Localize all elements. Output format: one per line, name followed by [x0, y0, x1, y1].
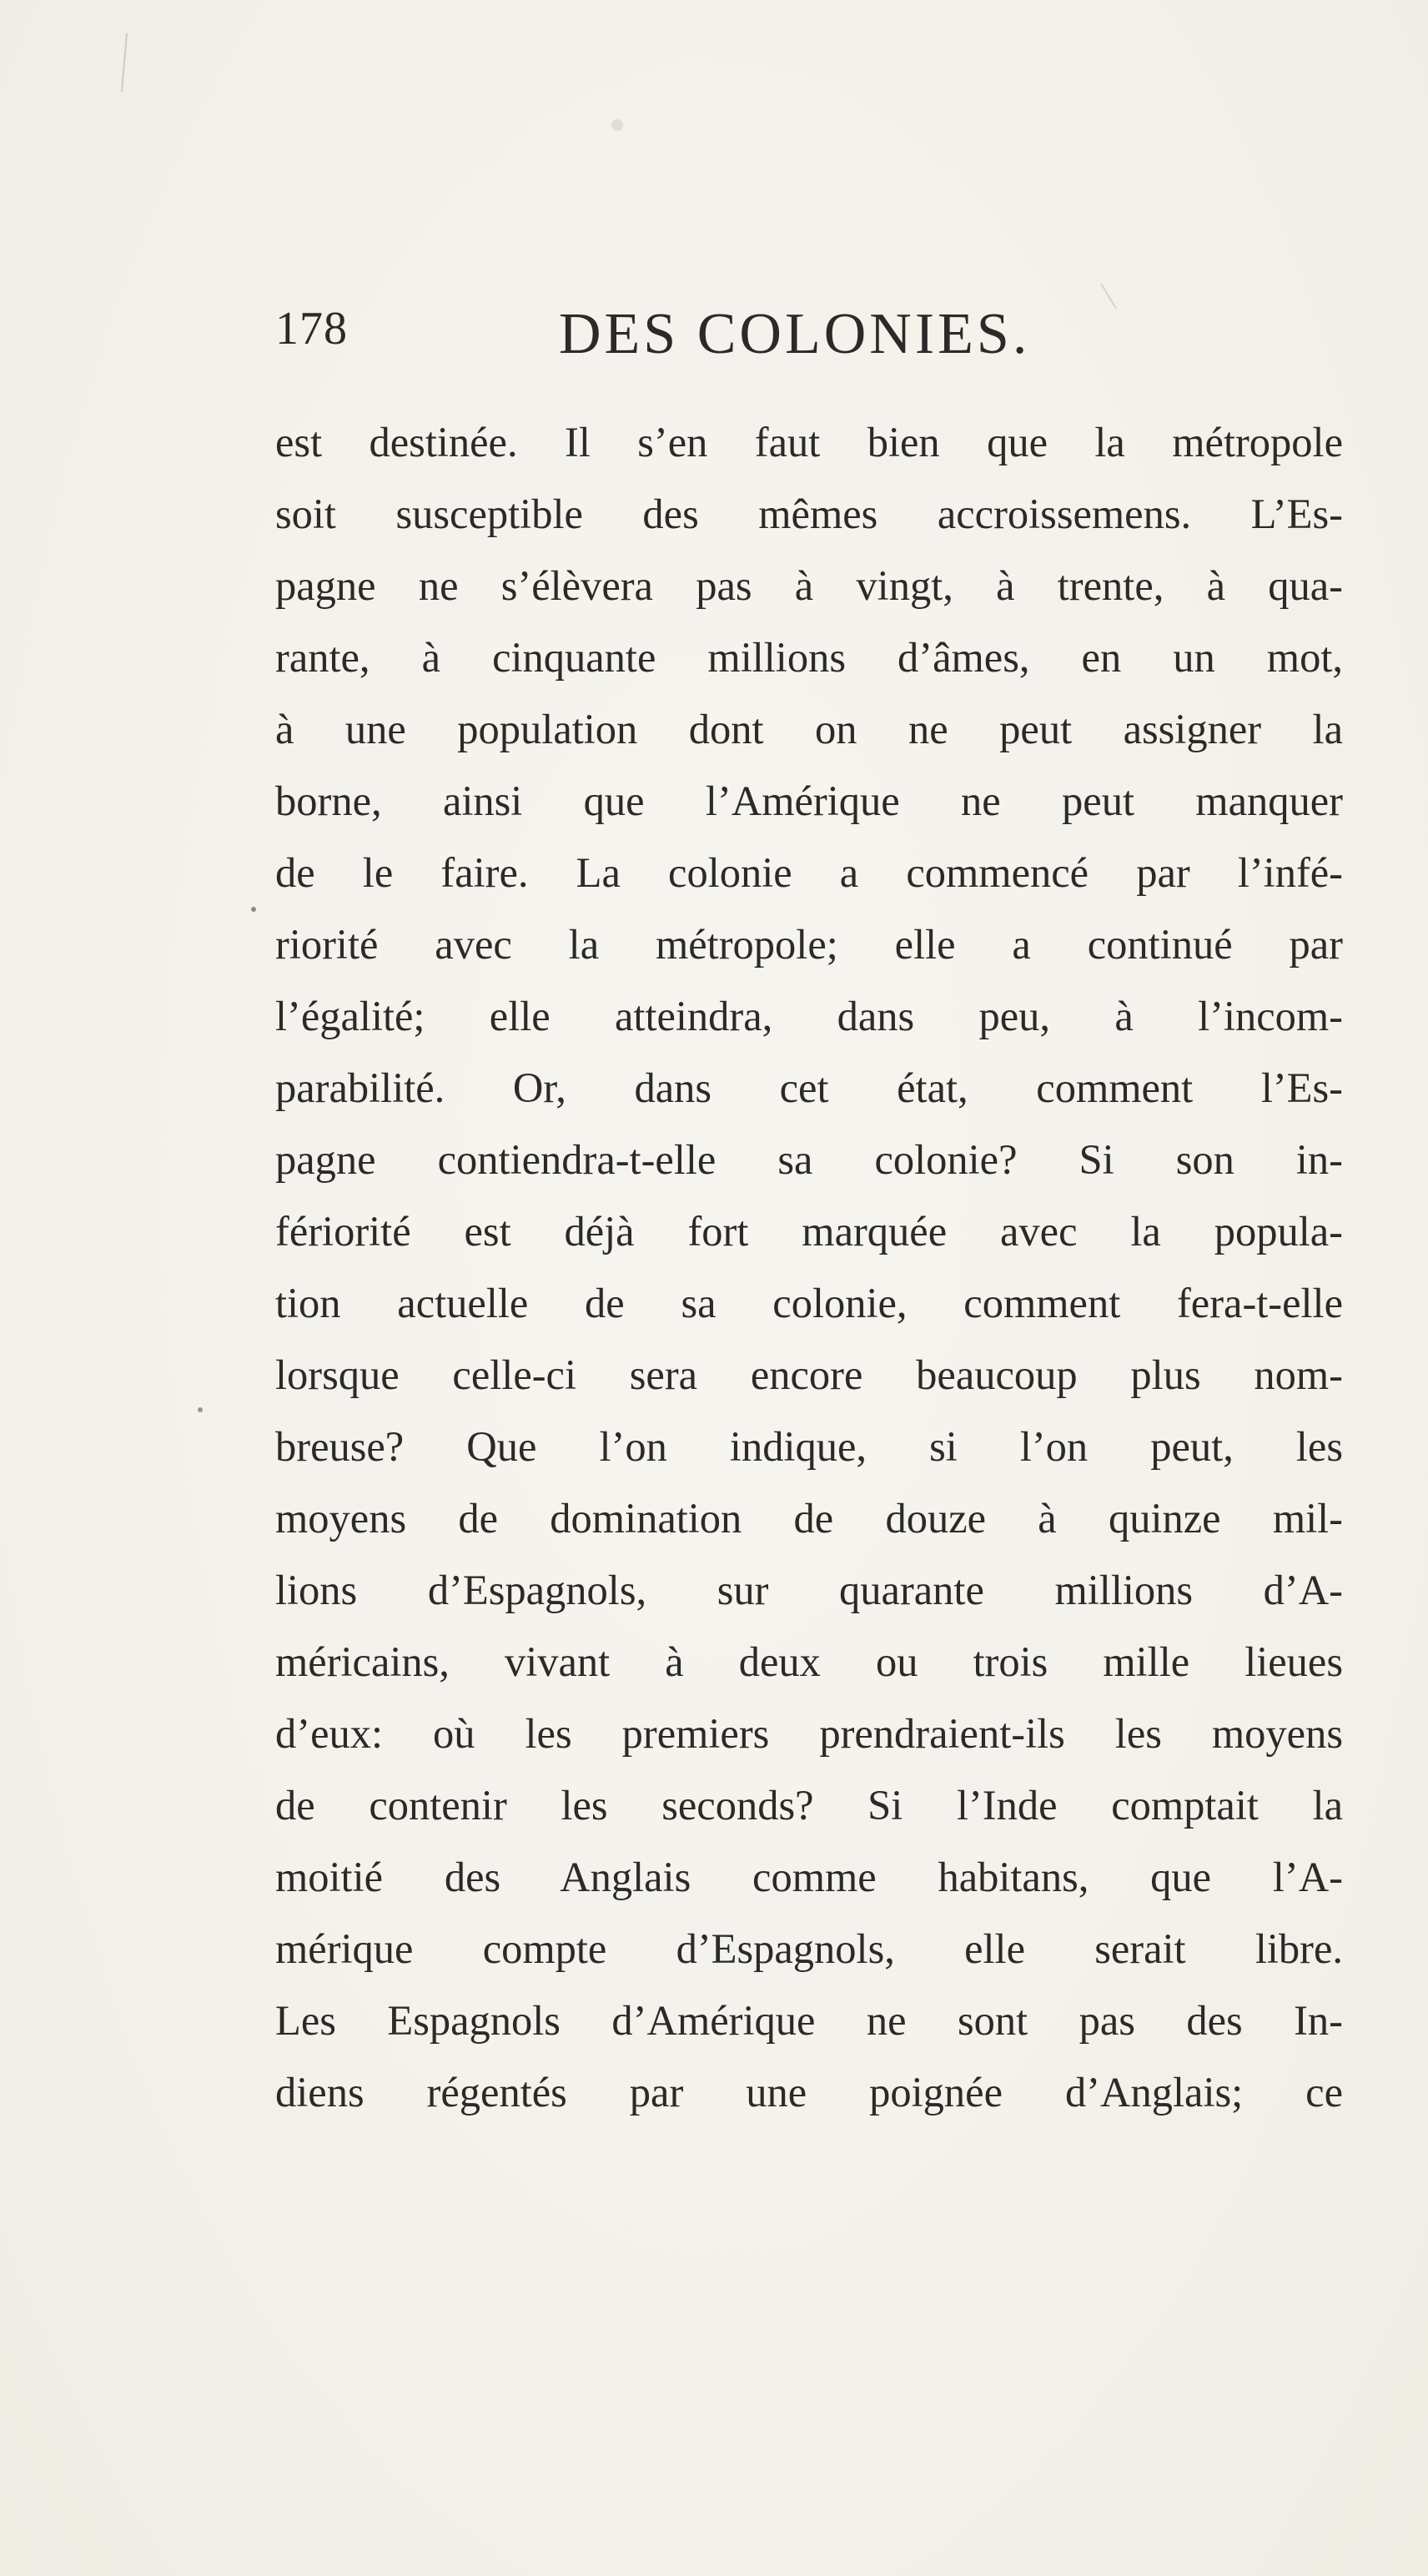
text-line: pagne contiendra-t-elle sa colonie? Si son in- — [275, 1136, 1343, 1183]
text-line: breuse? Que l’on indique, si l’on peut, les — [275, 1423, 1343, 1470]
paper-spot — [198, 1407, 203, 1412]
text-line: tion actuelle de sa colonie, comment fera-t-elle — [275, 1280, 1343, 1326]
running-head: DES COLONIES. — [559, 302, 1031, 366]
page-header — [275, 302, 1068, 389]
page-number: 178 — [275, 303, 348, 355]
text-line: borne, ainsi que l’Amérique ne peut manquer — [275, 777, 1343, 824]
text-line: de contenir les seconds? Si l’Inde comptait la — [275, 1782, 1343, 1829]
body-text — [275, 406, 1343, 2128]
text-line: mérique compte d’Espagnols, elle serait libre. — [275, 1925, 1343, 1972]
text-line: de le faire. La colonie a commencé par l’infé- — [275, 849, 1343, 896]
paper-spot — [611, 119, 623, 131]
text-line: soit susceptible des mêmes accroissemens. L’Es- — [275, 491, 1343, 537]
text-line: moitié des Anglais comme habitans, que l’A- — [275, 1854, 1343, 1900]
text-line: diens régentés par une poignée d’Anglais; ce — [275, 2069, 1343, 2116]
text-line: l’égalité; elle atteindra, dans peu, à l’incom- — [275, 993, 1343, 1039]
text-line: lions d’Espagnols, sur quarante millions d’A- — [275, 1567, 1343, 1613]
text-line: méricains, vivant à deux ou trois mille lieues — [275, 1638, 1343, 1685]
text-line: pagne ne s’élèvera pas à vingt, à trente, à qua- — [275, 562, 1343, 609]
text-line: riorité avec la métropole; elle a continué par — [275, 921, 1343, 968]
text-line: d’eux: où les premiers prendraient-ils les moyens — [275, 1710, 1343, 1757]
text-line: parabilité. Or, dans cet état, comment l’Es- — [275, 1064, 1343, 1111]
text-line: est destinée. Il s’en faut bien que la métropole — [275, 419, 1343, 465]
paper-crease-mark — [1101, 284, 1116, 309]
text-line: lorsque celle-ci sera encore beaucoup plus nom- — [275, 1351, 1343, 1398]
text-line: fériorité est déjà fort marquée avec la popula- — [275, 1208, 1343, 1255]
text-line: rante, à cinquante millions d’âmes, en un mot, — [275, 634, 1343, 681]
paper-spot — [251, 907, 256, 912]
text-line: moyens de domination de douze à quinze mil- — [275, 1495, 1343, 1542]
text-line: Les Espagnols d’Amérique ne sont pas des In- — [275, 1997, 1343, 2044]
paper-crease-mark — [122, 33, 127, 92]
text-line: à une population dont on ne peut assigner la — [275, 706, 1343, 752]
